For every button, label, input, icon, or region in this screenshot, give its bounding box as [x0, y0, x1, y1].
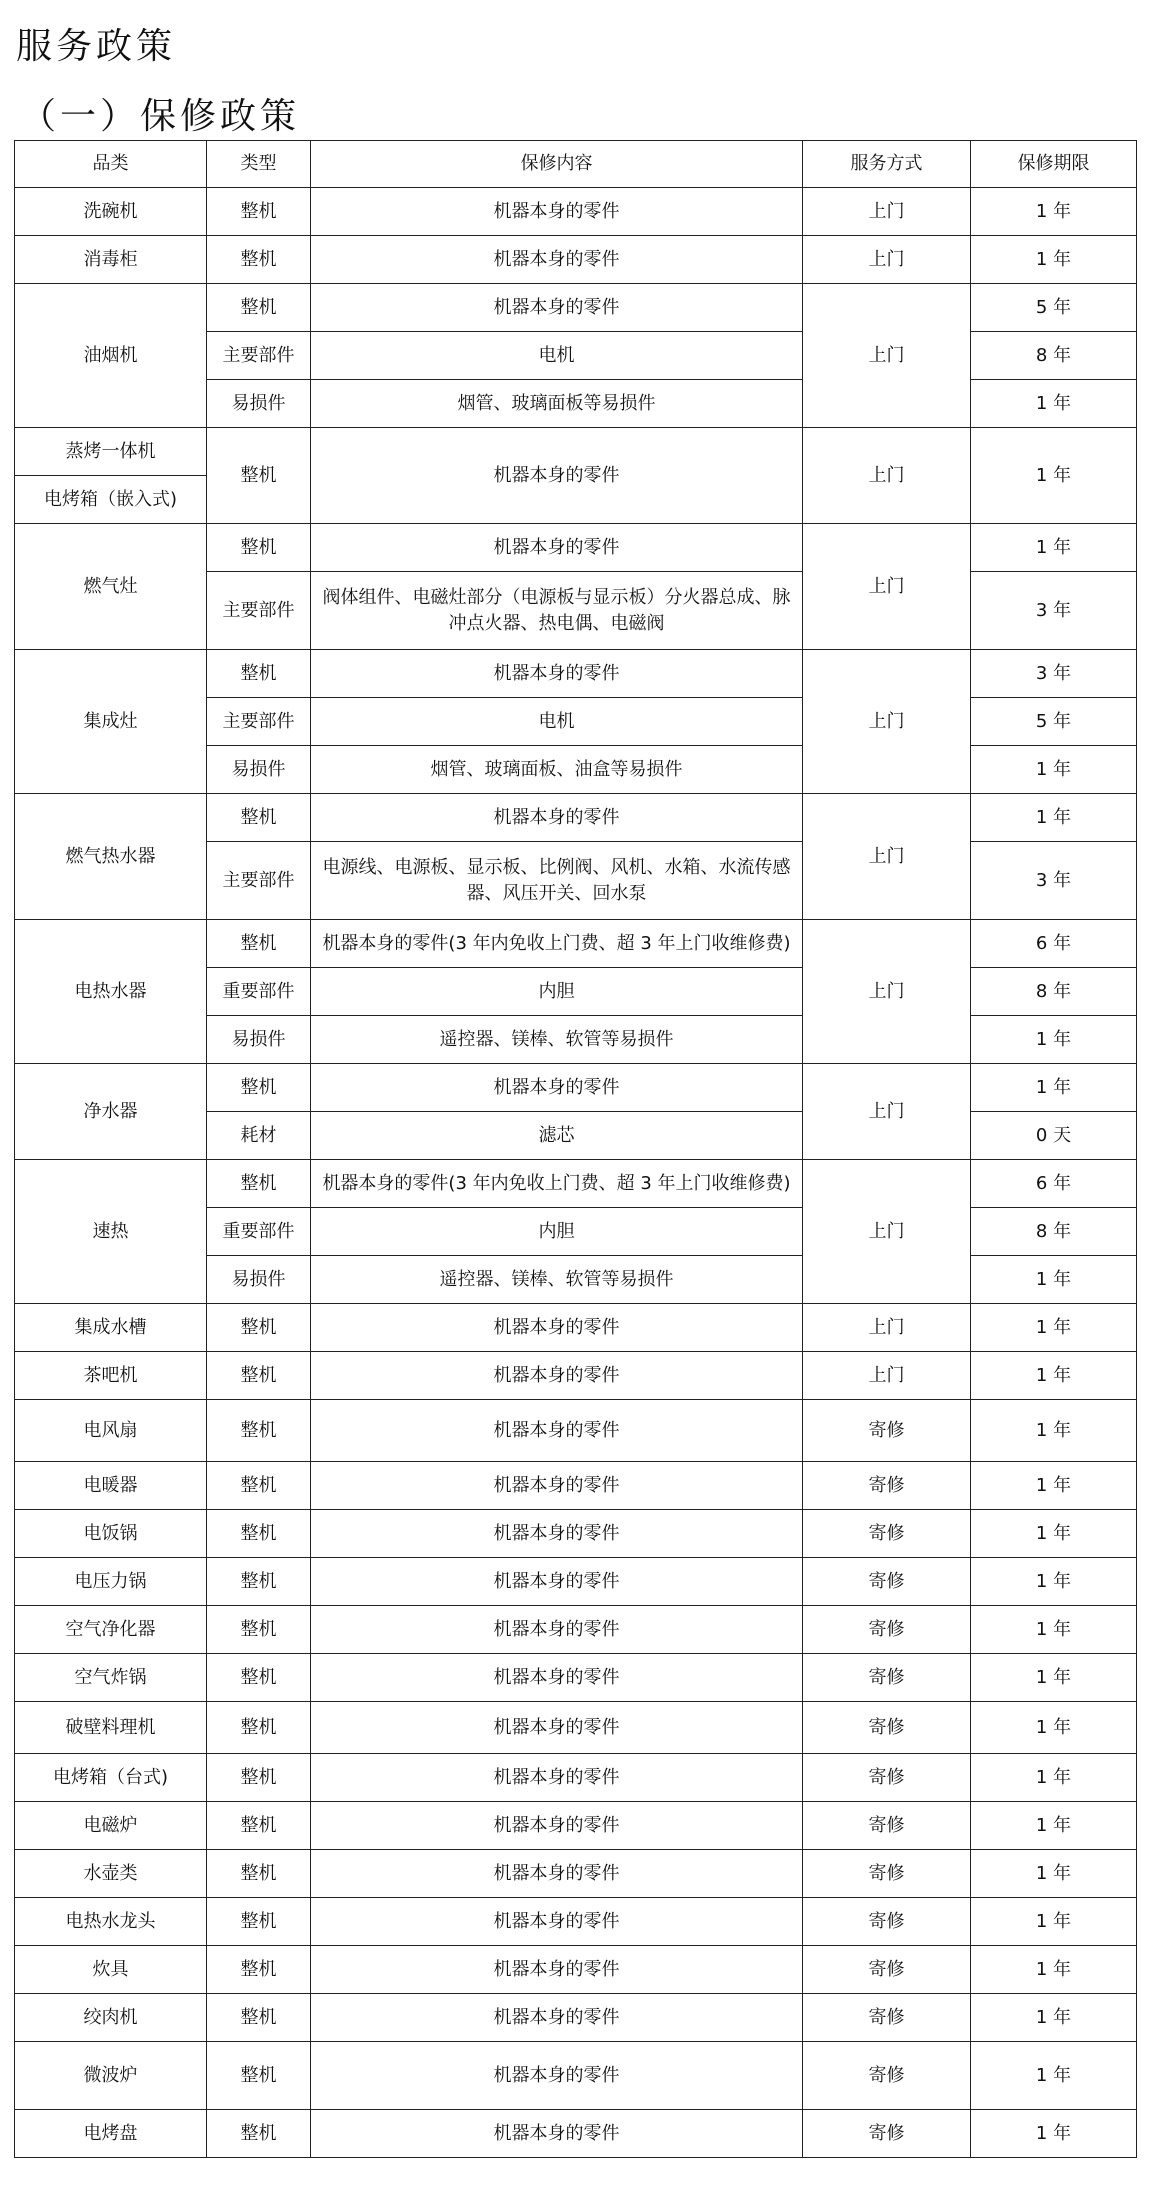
table-cell: 整机	[207, 1064, 311, 1112]
table-cell: 整机	[207, 524, 311, 572]
table-cell: 寄修	[803, 1898, 971, 1946]
table-row	[15, 1304, 1137, 1352]
table-cell: 电风扇	[15, 1400, 207, 1462]
table-cell: 机器本身的零件	[311, 524, 803, 572]
table-cell: 易损件	[207, 1016, 311, 1064]
table-cell: 主要部件	[207, 842, 311, 920]
table-cell: 机器本身的零件	[311, 1994, 803, 2042]
table-cell: 整机	[207, 1606, 311, 1654]
table-cell: 内胆	[311, 1208, 803, 1256]
table-cell: 整机	[207, 1802, 311, 1850]
table-cell: 整机	[207, 1898, 311, 1946]
section-subtitle: （一）保修政策	[20, 96, 301, 137]
table-cell: 1 年	[971, 188, 1137, 236]
table-cell: 机器本身的零件	[311, 1898, 803, 1946]
table-cell: 整机	[207, 1702, 311, 1754]
header-period: 保修期限	[971, 141, 1137, 188]
table-cell: 5 年	[971, 284, 1137, 332]
table-cell: 耗材	[207, 1112, 311, 1160]
table-cell: 上门	[803, 1160, 971, 1304]
table-cell: 机器本身的零件	[311, 650, 803, 698]
table-cell: 易损件	[207, 746, 311, 794]
table-row	[15, 1462, 1137, 1510]
page-title: 服务政策	[16, 26, 177, 67]
table-cell: 电暖器	[15, 1462, 207, 1510]
table-cell: 机器本身的零件	[311, 1352, 803, 1400]
table-cell: 机器本身的零件	[311, 1654, 803, 1702]
table-cell: 电压力锅	[15, 1558, 207, 1606]
table-cell: 电烤盘	[15, 2110, 207, 2158]
table-cell: 烟管、玻璃面板等易损件	[311, 380, 803, 428]
table-cell: 电源线、电源板、显示板、比例阀、风机、水箱、水流传感器、风压开关、回水泵	[311, 842, 803, 920]
table-cell: 上门	[803, 794, 971, 920]
table-cell: 整机	[207, 236, 311, 284]
table-cell: 机器本身的零件	[311, 1462, 803, 1510]
table-cell: 电机	[311, 332, 803, 380]
table-cell: 阀体组件、电磁灶部分（电源板与显示板）分火器总成、脉冲点火器、热电偶、电磁阀	[311, 572, 803, 650]
table-cell: 易损件	[207, 1256, 311, 1304]
warranty-table	[14, 140, 1137, 2158]
table-cell: 寄修	[803, 1946, 971, 1994]
table-cell: 机器本身的零件	[311, 1558, 803, 1606]
table-cell: 1 年	[971, 1256, 1137, 1304]
table-cell: 电饭锅	[15, 1510, 207, 1558]
table-cell: 烟管、玻璃面板、油盒等易损件	[311, 746, 803, 794]
table-cell: 机器本身的零件	[311, 1510, 803, 1558]
table-cell: 上门	[803, 650, 971, 794]
table-cell: 整机	[207, 2110, 311, 2158]
table-cell: 滤芯	[311, 1112, 803, 1160]
table-cell: 寄修	[803, 1606, 971, 1654]
table-cell: 整机	[207, 1850, 311, 1898]
table-cell: 1 年	[971, 1606, 1137, 1654]
table-cell: 1 年	[971, 2042, 1137, 2110]
table-cell: 易损件	[207, 380, 311, 428]
table-cell: 主要部件	[207, 332, 311, 380]
table-cell: 1 年	[971, 1462, 1137, 1510]
table-row	[15, 1352, 1137, 1400]
table-row	[15, 524, 1137, 572]
table-row	[15, 284, 1137, 332]
table-body	[15, 188, 1137, 2158]
table-cell: 1 年	[971, 1946, 1137, 1994]
table-cell: 寄修	[803, 1654, 971, 1702]
table-cell: 整机	[207, 920, 311, 968]
table-cell: 寄修	[803, 1558, 971, 1606]
table-cell: 燃气热水器	[15, 794, 207, 920]
table-cell: 破壁料理机	[15, 1702, 207, 1754]
table-row	[15, 2042, 1137, 2110]
table-cell: 机器本身的零件	[311, 1304, 803, 1352]
table-row	[15, 1754, 1137, 1802]
table-cell: 水壶类	[15, 1850, 207, 1898]
table-cell: 上门	[803, 920, 971, 1064]
table-cell: 寄修	[803, 1802, 971, 1850]
table-cell: 1 年	[971, 1016, 1137, 1064]
table-cell: 上门	[803, 284, 971, 428]
table-cell: 整机	[207, 1558, 311, 1606]
header-content: 保修内容	[311, 141, 803, 188]
table-row	[15, 1850, 1137, 1898]
table-cell: 3 年	[971, 842, 1137, 920]
table-cell: 整机	[207, 284, 311, 332]
table-cell: 机器本身的零件	[311, 1946, 803, 1994]
table-cell: 机器本身的零件(3 年内免收上门费、超 3 年上门收维修费)	[311, 920, 803, 968]
table-cell: 1 年	[971, 2110, 1137, 2158]
table-cell: 1 年	[971, 1994, 1137, 2042]
table-cell: 机器本身的零件	[311, 1064, 803, 1112]
table-cell: 机器本身的零件	[311, 1754, 803, 1802]
table-cell: 整机	[207, 1654, 311, 1702]
table-cell: 集成灶	[15, 650, 207, 794]
table-cell: 绞肉机	[15, 1994, 207, 2042]
table-cell: 1 年	[971, 1654, 1137, 1702]
table-cell: 1 年	[971, 1754, 1137, 1802]
table-row	[15, 188, 1137, 236]
table-cell: 寄修	[803, 1994, 971, 2042]
table-cell: 整机	[207, 1400, 311, 1462]
table-cell: 茶吧机	[15, 1352, 207, 1400]
table-row	[15, 1702, 1137, 1754]
table-cell: 整机	[207, 1462, 311, 1510]
table-row	[15, 650, 1137, 698]
header-service: 服务方式	[803, 141, 971, 188]
table-cell: 洗碗机	[15, 188, 207, 236]
table-cell: 炊具	[15, 1946, 207, 1994]
table-cell: 整机	[207, 1304, 311, 1352]
table-cell: 电烤箱（台式)	[15, 1754, 207, 1802]
table-cell: 消毒柜	[15, 236, 207, 284]
table-row	[15, 1160, 1137, 1208]
table-cell: 8 年	[971, 332, 1137, 380]
table-cell: 3 年	[971, 650, 1137, 698]
table-cell: 整机	[207, 428, 311, 524]
table-cell: 空气净化器	[15, 1606, 207, 1654]
table-row	[15, 1606, 1137, 1654]
table-cell: 上门	[803, 1304, 971, 1352]
table-cell: 整机	[207, 1754, 311, 1802]
table-row	[15, 236, 1137, 284]
table-cell: 寄修	[803, 1400, 971, 1462]
table-cell: 整机	[207, 1510, 311, 1558]
header-type: 类型	[207, 141, 311, 188]
table-cell: 1 年	[971, 524, 1137, 572]
table-cell: 电热水龙头	[15, 1898, 207, 1946]
table-row	[15, 1946, 1137, 1994]
table-cell: 寄修	[803, 2110, 971, 2158]
table-cell: 集成水槽	[15, 1304, 207, 1352]
table-cell: 机器本身的零件	[311, 284, 803, 332]
table-cell: 电热水器	[15, 920, 207, 1064]
table-cell: 遥控器、镁棒、软管等易损件	[311, 1016, 803, 1064]
table-row	[15, 1898, 1137, 1946]
table-cell: 整机	[207, 650, 311, 698]
table-row	[15, 1994, 1137, 2042]
table-row	[15, 794, 1137, 842]
table-row	[15, 1400, 1137, 1462]
table-row	[15, 1510, 1137, 1558]
table-cell: 净水器	[15, 1064, 207, 1160]
table-cell: 6 年	[971, 920, 1137, 968]
table-row	[15, 1802, 1137, 1850]
table-cell: 整机	[207, 188, 311, 236]
table-cell: 1 年	[971, 746, 1137, 794]
table-row	[15, 1654, 1137, 1702]
table-cell: 整机	[207, 1946, 311, 1994]
table-cell: 机器本身的零件	[311, 2110, 803, 2158]
table-cell: 1 年	[971, 428, 1137, 524]
table-cell: 1 年	[971, 1802, 1137, 1850]
table-cell: 机器本身的零件	[311, 1702, 803, 1754]
table-cell: 蒸烤一体机	[15, 428, 207, 476]
table-cell: 整机	[207, 1160, 311, 1208]
table-cell: 上门	[803, 524, 971, 650]
table-cell: 上门	[803, 188, 971, 236]
table-cell: 速热	[15, 1160, 207, 1304]
table-cell: 油烟机	[15, 284, 207, 428]
table-cell: 1 年	[971, 1352, 1137, 1400]
table-cell: 1 年	[971, 1898, 1137, 1946]
table-cell: 1 年	[971, 1064, 1137, 1112]
table-cell: 1 年	[971, 1702, 1137, 1754]
table-cell: 寄修	[803, 1850, 971, 1898]
table-row	[15, 1064, 1137, 1112]
table-cell: 整机	[207, 1352, 311, 1400]
table-cell: 1 年	[971, 794, 1137, 842]
table-cell: 机器本身的零件	[311, 188, 803, 236]
table-cell: 机器本身的零件	[311, 2042, 803, 2110]
table-cell: 6 年	[971, 1160, 1137, 1208]
table-cell: 5 年	[971, 698, 1137, 746]
table-cell: 机器本身的零件	[311, 794, 803, 842]
table-cell: 0 天	[971, 1112, 1137, 1160]
table-cell: 主要部件	[207, 572, 311, 650]
table-cell: 重要部件	[207, 968, 311, 1016]
header-category: 品类	[15, 141, 207, 188]
table-cell: 机器本身的零件(3 年内免收上门费、超 3 年上门收维修费)	[311, 1160, 803, 1208]
table-cell: 整机	[207, 794, 311, 842]
table-cell: 机器本身的零件	[311, 428, 803, 524]
table-cell: 机器本身的零件	[311, 1606, 803, 1654]
table-cell: 微波炉	[15, 2042, 207, 2110]
table-cell: 寄修	[803, 1462, 971, 1510]
table-cell: 主要部件	[207, 698, 311, 746]
table-cell: 1 年	[971, 1850, 1137, 1898]
table-row	[15, 920, 1137, 968]
table-cell: 寄修	[803, 1510, 971, 1558]
table-cell: 上门	[803, 1352, 971, 1400]
table-cell: 空气炸锅	[15, 1654, 207, 1702]
table-cell: 机器本身的零件	[311, 1850, 803, 1898]
table-cell: 上门	[803, 236, 971, 284]
table-cell: 燃气灶	[15, 524, 207, 650]
table-cell: 1 年	[971, 380, 1137, 428]
table-cell: 寄修	[803, 1702, 971, 1754]
table-cell: 1 年	[971, 1304, 1137, 1352]
table-cell: 1 年	[971, 1558, 1137, 1606]
table-cell: 上门	[803, 428, 971, 524]
table-cell: 整机	[207, 1994, 311, 2042]
table-cell: 寄修	[803, 1754, 971, 1802]
table-cell: 1 年	[971, 1400, 1137, 1462]
table-cell: 机器本身的零件	[311, 1400, 803, 1462]
table-cell: 重要部件	[207, 1208, 311, 1256]
table-cell: 电机	[311, 698, 803, 746]
table-cell: 3 年	[971, 572, 1137, 650]
table-cell: 1 年	[971, 1510, 1137, 1558]
table-cell: 寄修	[803, 2042, 971, 2110]
table-cell: 电烤箱（嵌入式)	[15, 476, 207, 524]
table-row	[15, 428, 1137, 476]
table-cell: 上门	[803, 1064, 971, 1160]
table-cell: 整机	[207, 2042, 311, 2110]
table-cell: 8 年	[971, 1208, 1137, 1256]
table-header-row	[15, 141, 1137, 188]
table-cell: 遥控器、镁棒、软管等易损件	[311, 1256, 803, 1304]
table-cell: 8 年	[971, 968, 1137, 1016]
table-cell: 机器本身的零件	[311, 1802, 803, 1850]
table-row	[15, 2110, 1137, 2158]
table-row	[15, 1558, 1137, 1606]
table-cell: 机器本身的零件	[311, 236, 803, 284]
table-cell: 电磁炉	[15, 1802, 207, 1850]
table-cell: 内胆	[311, 968, 803, 1016]
table-cell: 1 年	[971, 236, 1137, 284]
